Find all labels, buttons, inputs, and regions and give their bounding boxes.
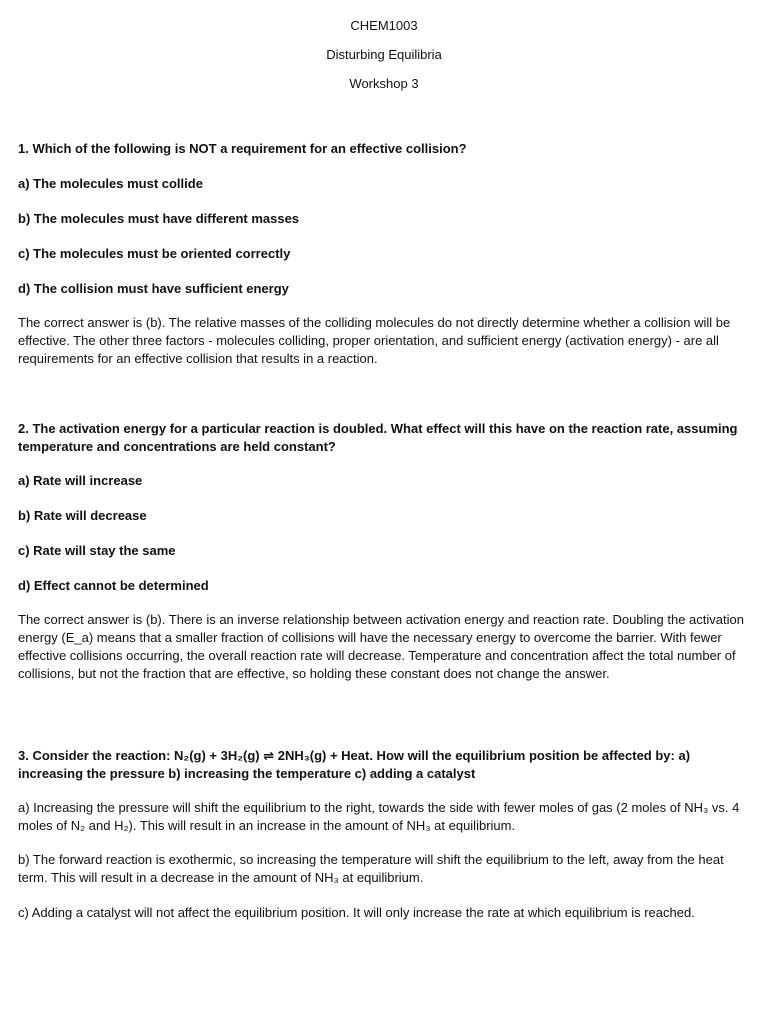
question-2-option-a: a) Rate will increase <box>18 473 143 488</box>
question-3-text: 3. Consider the reaction: N₂(g) + 3H₂(g) ⇌ 2NH₃(g) + Heat. How will the equilibrium position be affected by: a) increasing the pressure b) increasing the temperature c) adding a catalyst <box>18 748 691 781</box>
question-2-answer: The correct answer is (b). There is an inverse relationship between activation energy and reaction rate. Doubling the activation energy (E_a) means that a smaller fraction of collisions will have the necessary energy to overcome the barrier. With fewer effective collisions occurring, the overall reaction rate will decrease. Temperature and concentration affect the total number of collisions, but not the fraction that are effective, so holding these constant does not change the answer. <box>18 612 744 681</box>
question-1-answer: The correct answer is (b). The relative masses of the colliding molecules do not directly determine whether a collision will be effective. The other three factors - molecules colliding, proper orientation, and sufficient energy (activation energy) - are all requirements for an effective collision that results in a reaction. <box>18 315 731 366</box>
question-1-option-d: d) The collision must have sufficient energy <box>18 281 289 296</box>
question-2-text: 2. The activation energy for a particular reaction is doubled. What effect will this have on the reaction rate, assuming temperature and concentrations are held constant? <box>18 421 738 454</box>
question-1-text: 1. Which of the following is NOT a requirement for an effective collision? <box>18 141 467 156</box>
document-title: Disturbing Equilibria <box>326 47 442 62</box>
question-1-option-c: c) The molecules must be oriented correctly <box>18 246 291 261</box>
course-code: CHEM1003 <box>350 18 418 33</box>
question-2-option-c: c) Rate will stay the same <box>18 543 176 558</box>
question-2-option-b: b) Rate will decrease <box>18 508 147 523</box>
question-3-answer-c: c) Adding a catalyst will not affect the equilibrium position. It will only increase the rate at which equilibrium is reached. <box>18 905 695 920</box>
question-3-answer-b: b) The forward reaction is exothermic, so increasing the temperature will shift the equilibrium to the left, away from the heat term. This will result in a decrease in the amount of NH₃ at equilibrium. <box>18 852 724 885</box>
question-3-answer-a: a) Increasing the pressure will shift the equilibrium to the right, towards the side with fewer moles of gas (2 moles of NH₃ vs. 4 moles of N₂ and H₂). This will result in an increase in the amount of NH₃ at equilibrium. <box>18 800 740 833</box>
question-2-option-d: d) Effect cannot be determined <box>18 578 209 593</box>
document-subtitle: Workshop 3 <box>349 76 419 91</box>
question-1-option-b: b) The molecules must have different masses <box>18 211 300 226</box>
question-1-option-a: a) The molecules must collide <box>18 176 203 191</box>
